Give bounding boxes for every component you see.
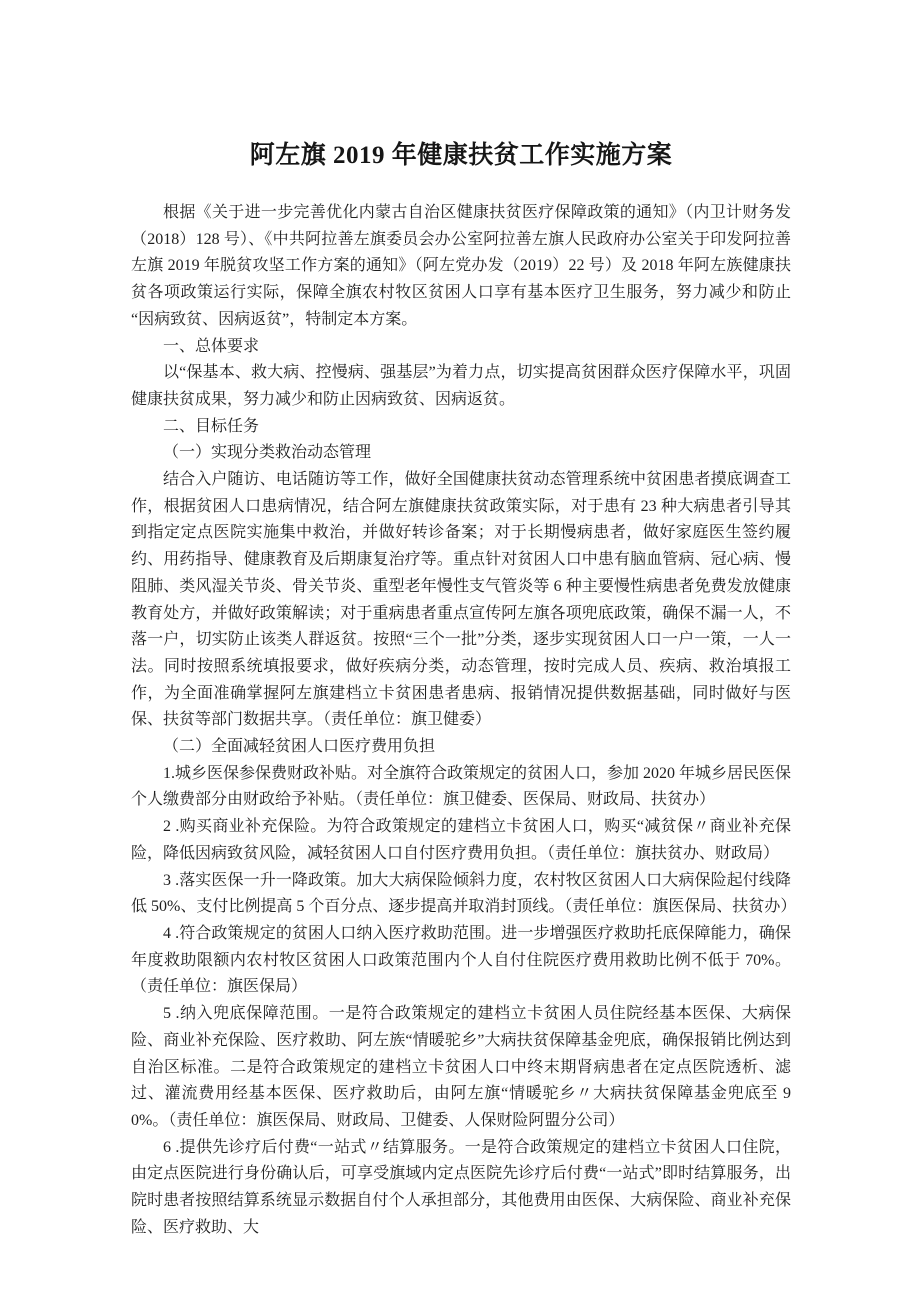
paragraph: 3 .落实医保一升一降政策。加大大病保险倾斜力度，农村牧区贫困人口大病保险起付线降低 50%、支付比例提高 5 个百分点、逐步提高并取消封顶线。（责任单位：旗医保局、扶贫办）: [131, 871, 797, 916]
paragraph: 根据《关于进一步完善优化内蒙古自治区健康扶贫医疗保障政策的通知》（内卫计财务发（2018）128 号）、《中共阿拉善左旗委员会办公室阿拉善左旗人民政府办公室关于印发阿拉善左旗 2019 年脱贫攻坚工作方案的通知》（阿左党办发（2019）22 号）及 2018 年阿左族健康扶贫各项政策运行实际，保障全旗农村牧区贫困人口享有基本医疗卫生服务，努力减少和防止“因病致贫、因病返贫”，特制定本方案。: [131, 204, 791, 328]
paragraph: 以“保基本、救大病、控慢病、强基层”为着力点，切实提高贫困群众医疗保障水平，巩固健康扶贫成果，努力减少和防止因病致贫、因病返贫。: [131, 364, 791, 408]
document-content: [131, 138, 797, 1241]
heading-1: 二、目标任务: [163, 417, 260, 435]
paragraph: 4 .符合政策规定的贫困人口纳入医疗救助范围。进一步增强医疗救助托底保障能力，确保年度救助限额内农村牧区贫困人口政策范围内个人自付住院医疗费用救助比例不低于 70%。（责任单位：旗医保局）: [131, 924, 791, 996]
heading-2: （二）全面减轻贫困人口医疗费用负担: [163, 738, 436, 756]
paragraph: 1.城乡医保参保费财政补贴。对全旗符合政策规定的贫困人口，参加 2020 年城乡居民医保个人缴费部分由财政给予补贴。（责任单位：旗卫健委、医保局、财政局、扶贫办）: [131, 764, 792, 809]
heading-1: 一、总体要求: [163, 337, 260, 355]
paragraph: 5 .纳入兜底保障范围。一是符合政策规定的建档立卡贫困人员住院经基本医保、大病保险、商业补充保险、医疗救助、阿左族“情暖驼乡”大病扶贫保障基金兜底，确保报销比例达到自治区标准。二是符合政策规定的建档立卡贫困人口中终末期肾病患者在定点医院透析、滤过、灌流费用经基本医保、医疗救助后，由阿左旗“情暖驼乡〃大病扶贫保障基金兜底至 90%。（责任单位：旗医保局、财政局、卫健委、人保财险阿盟分公司）: [131, 1005, 791, 1129]
paragraph: 结合入户随访、电话随访等工作，做好全国健康扶贫动态管理系统中贫困患者摸底调查工作，根据贫困人口患病情况，结合阿左旗健康扶贫政策实际，对于患有 23 种大病患者引导其到指定定点医院实施集中救治，并做好转诊备案；对于长期慢病患者，做好家庭医生签约履约、用药指导、健康教育及后期康复治疗等。重点针对贫困人口中患有脑血管病、冠心病、慢阻肺、类风湿关节炎、骨关节炎、重型老年慢性支气管炎等 6 种主要慢性病患者免费发放健康教育处方，并做好政策解读；对于重病患者重点宣传阿左旗各项兜底政策，确保不漏一人，不落一户，切实防止该类人群返贫。按照“三个一批”分类，逐步实现贫困人口一户一策，一人一法。同时按照系统填报要求，做好疾病分类，动态管理，按时完成人员、疾病、救治填报工作，为全面准确掌握阿左旗建档立卡贫困患者患病、报销情况提供数据基础，同时做好与医保、扶贫等部门数据共享。（责任单位：旗卫健委）: [131, 471, 791, 729]
document-body: [131, 200, 797, 1241]
paragraph: 2 .购买商业补充保险。为符合政策规定的建档立卡贫困人口，购买“减贫保〃商业补充保险，降低因病致贫风险，减轻贫困人口自付医疗费用负担。（责任单位：旗扶贫办、财政局）: [131, 818, 791, 862]
paragraph: 6 .提供先诊疗后付费“一站式〃结算服务。一是符合政策规定的建档立卡贫困人口住院，由定点医院进行身份确认后，可享受旗域内定点医院先诊疗后付费“一站式”即时结算服务，出院时患者按照结算系统显示数据自付个人承担部分，其他费用由医保、大病保险、商业补充保险、医疗救助、大: [131, 1138, 791, 1236]
heading-2: （一）实现分类救治动态管理: [163, 444, 372, 462]
document-title: 阿左旗 2019 年健康扶贫工作实施方案: [249, 142, 673, 169]
